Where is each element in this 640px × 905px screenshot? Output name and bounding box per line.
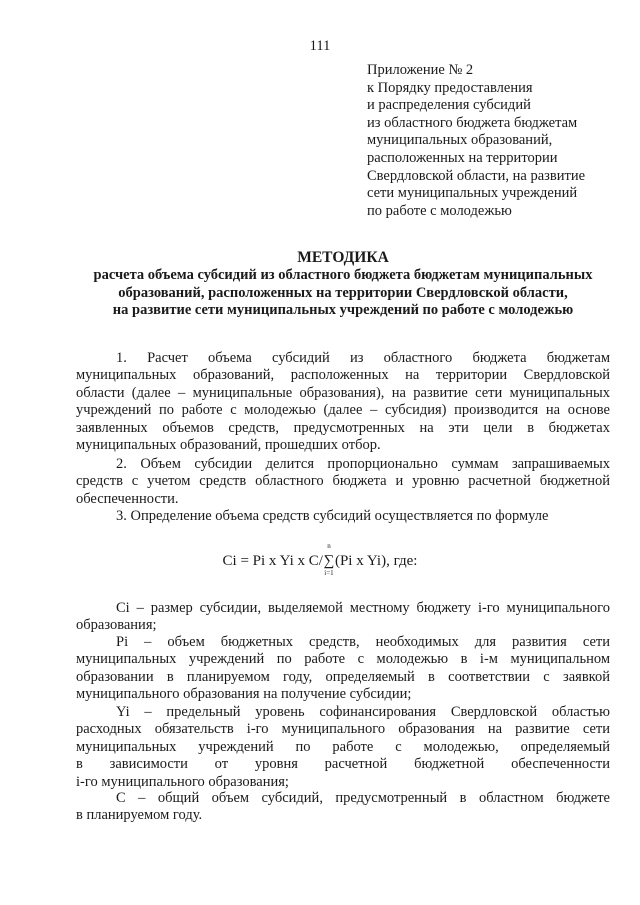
appendix-line: расположенных на территории (367, 149, 558, 166)
document-title (60, 249, 626, 320)
paragraph-line: 1. Расчет объема субсидий из областного бюджета бюджетам (116, 350, 610, 366)
definition-c (76, 790, 610, 825)
appendix-line: Приложение № 2 (367, 62, 474, 78)
appendix-note (367, 62, 627, 220)
subsidy-formula (0, 542, 640, 577)
appendix-line: к Порядку предоставления (367, 79, 533, 96)
definition-line: Yi – предельный уровень софинансирования Свердловской областью (116, 704, 610, 720)
definition-line: образования; (76, 617, 157, 634)
definition-line: муниципальных учреждений по работе с молодежью в i-м муниципальном (76, 651, 610, 668)
appendix-line: сети муниципальных учреждений (367, 185, 578, 202)
definition-line: в планируемом году. (76, 807, 203, 824)
paragraph-line: обеспеченности. (76, 490, 179, 507)
definition-line: i-го муниципального образования; (76, 773, 289, 790)
definition-line: образовании в планируемом году, определяемый в соответствии с заявкой (76, 668, 610, 685)
paragraph-line: 3. Определение объема средств субсидий осуществляется по формуле (116, 508, 549, 524)
title-line: на развитие сети муниципальных учреждений по работе с молодежью (112, 302, 574, 319)
paragraph-line: муниципальных образований, прошедших отбор. (76, 437, 381, 454)
paragraph-line: заявленных объемов средств, предусмотренных на эти цели в бюджетах (76, 419, 610, 436)
sum-symbol (323, 542, 335, 577)
formula-left: Ci = Pi x Yi x C/ (222, 553, 323, 569)
sum-upper-limit: n (327, 542, 331, 550)
paragraph-line: учреждений по работе с молодежью (далее – субсидия) производится на основе (76, 402, 610, 419)
appendix-line: муниципальных образований, (367, 132, 553, 149)
paragraph-line: муниципальных образований, расположенных на территории Свердловской (76, 367, 610, 384)
definition-line: C – общий объем субсидий, предусмотренный в областном бюджете (116, 790, 610, 806)
page-number: 111 (309, 38, 331, 54)
definition-yi (76, 704, 610, 791)
title-line: образований, расположенных на территории Свердловской области, (118, 284, 568, 301)
definition-line: Pi – объем бюджетных средств, необходимых для развития сети (116, 634, 610, 650)
paragraph-line: средств с учетом средств областного бюджета и уровню расчетной бюджетной (76, 473, 610, 490)
appendix-line: из областного бюджета бюджетам (367, 114, 578, 131)
appendix-line: Свердловской области, на развитие (367, 167, 586, 184)
paragraph-line: области (далее – муниципальные образования), на развитие сети муниципальных (76, 384, 610, 401)
definition-pi (76, 634, 610, 704)
appendix-line: и распределения субсидий (367, 97, 531, 114)
definition-line: муниципального образования на получение субсидии; (76, 686, 412, 703)
sum-sign: ∑ (323, 553, 335, 569)
paragraph-1 (76, 350, 610, 454)
paragraph-line: 2. Объем субсидии делится пропорционально суммам запрашиваемых (116, 456, 610, 472)
formula-right: (Pi x Yi), где: (334, 553, 418, 569)
definition-line: расходных обязательств i-го муниципального образования на развитие сети (76, 721, 610, 738)
appendix-line: по работе с молодежью (367, 202, 512, 219)
definition-ci (76, 600, 610, 635)
definition-line: Ci – размер субсидии, выделяемой местному бюджету i-го муниципального (116, 600, 610, 616)
paragraph-3 (76, 508, 610, 525)
title-heading: МЕТОДИКА (297, 249, 389, 266)
title-line: расчета объема субсидий из областного бюджета бюджетам муниципальных (93, 267, 593, 284)
paragraph-2 (76, 456, 610, 508)
definition-line: муниципальных учреждений по работе с молодежью, определяемый (76, 738, 610, 755)
definition-line: в зависимости от уровня расчетной бюджетной обеспеченности (76, 756, 610, 773)
sum-lower-limit: i=1 (324, 569, 334, 577)
